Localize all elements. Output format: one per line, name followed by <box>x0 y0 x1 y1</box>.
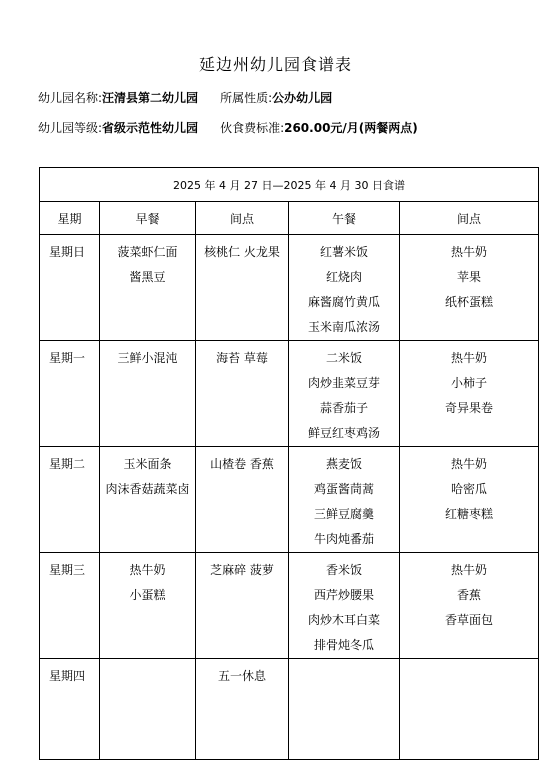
weekday-cell <box>40 447 100 553</box>
nature-value: 公办幼儿园 <box>272 91 333 105</box>
menu-item: 西芹炒腰果 <box>313 588 374 602</box>
table-caption: 2025 年 4 月 27 日—2025 年 4 月 30 日食谱 <box>40 168 539 202</box>
table-row <box>40 447 539 553</box>
morning-snack-cell <box>196 553 289 659</box>
info-row-grade <box>38 119 418 136</box>
menu-item: 牛肉炖番茄 <box>313 532 374 546</box>
weekday-label: 星期日 <box>49 245 86 259</box>
grade-value: 省级示范性幼儿园 <box>102 121 199 135</box>
morning-snack-cell <box>196 659 289 760</box>
weekday-cell <box>40 659 100 760</box>
header-cell: 星期 <box>40 202 100 235</box>
menu-item: 小蛋糕 <box>129 588 166 602</box>
menu-item: 三鲜豆腐羹 <box>313 507 374 521</box>
menu-item: 小柿子 <box>451 376 488 390</box>
lunch-cell <box>289 659 400 760</box>
menu-item: 肉沫香菇蔬菜卤 <box>105 482 190 496</box>
fee-label: 伙食费标准: <box>220 121 285 135</box>
morning-snack-cell <box>196 235 289 341</box>
table-header-row <box>40 202 539 235</box>
weekday-label: 星期三 <box>49 563 86 577</box>
breakfast-cell <box>100 235 196 341</box>
morning-snack-cell <box>196 447 289 553</box>
menu-item: 鲜豆红枣鸡汤 <box>307 426 380 440</box>
menu-item: 菠菜虾仁面 <box>117 245 178 259</box>
menu-table <box>39 167 539 760</box>
menu-item: 鸡蛋酱茼蒿 <box>313 482 374 496</box>
fee-value: 260.00元/月(两餐两点) <box>284 121 418 135</box>
menu-item: 蒜香茄子 <box>319 401 368 415</box>
table-row <box>40 341 539 447</box>
morning-snack-cell <box>196 341 289 447</box>
breakfast-cell <box>100 553 196 659</box>
menu-item: 红糖枣糕 <box>445 507 494 521</box>
menu-item: 热牛奶 <box>451 563 488 577</box>
table-row <box>40 235 539 341</box>
menu-item: 热牛奶 <box>451 351 488 365</box>
menu-item: 肉炒木耳白菜 <box>307 613 380 627</box>
header-cell: 间点 <box>196 202 289 235</box>
lunch-cell <box>289 447 400 553</box>
menu-item: 山楂卷 香蕉 <box>210 457 274 471</box>
menu-item: 肉炒韭菜豆芽 <box>307 376 380 390</box>
weekday-cell <box>40 341 100 447</box>
menu-item: 香蕉 <box>457 588 482 602</box>
menu-item: 海苔 草莓 <box>216 351 268 365</box>
menu-item: 苹果 <box>457 270 482 284</box>
weekday-cell <box>40 553 100 659</box>
menu-item: 红烧肉 <box>325 270 362 284</box>
menu-item: 纸杯蛋糕 <box>445 295 494 309</box>
menu-item: 玉米南瓜浓汤 <box>307 320 380 334</box>
header-cell: 午餐 <box>289 202 400 235</box>
table-caption-row <box>40 168 539 202</box>
menu-item: 排骨炖冬瓜 <box>313 638 374 652</box>
afternoon-snack-cell <box>400 447 539 553</box>
table-row <box>40 659 539 760</box>
afternoon-snack-cell <box>400 659 539 760</box>
breakfast-cell <box>100 341 196 447</box>
header-cell: 早餐 <box>100 202 196 235</box>
menu-item: 芝麻碎 菠萝 <box>210 563 274 577</box>
kindergarten-name-label: 幼儿园名称: <box>38 91 103 105</box>
menu-item: 奇异果卷 <box>445 401 494 415</box>
info-row-name <box>38 89 332 106</box>
menu-item: 热牛奶 <box>451 245 488 259</box>
table-row <box>40 553 539 659</box>
menu-item: 核桃仁 火龙果 <box>204 245 280 259</box>
weekday-label: 星期四 <box>49 669 86 683</box>
menu-item: 五一休息 <box>217 669 266 683</box>
afternoon-snack-cell <box>400 553 539 659</box>
menu-item: 香米饭 <box>325 563 362 577</box>
breakfast-cell <box>100 447 196 553</box>
menu-item: 燕麦饭 <box>325 457 362 471</box>
weekday-cell <box>40 235 100 341</box>
menu-item: 哈密瓜 <box>451 482 488 496</box>
page-title: 延边州幼儿园食谱表 <box>198 55 352 74</box>
kindergarten-name-value: 汪清县第二幼儿园 <box>102 91 199 105</box>
menu-item: 玉米面条 <box>123 457 172 471</box>
lunch-cell <box>289 553 400 659</box>
weekday-label: 星期一 <box>49 351 86 365</box>
afternoon-snack-cell <box>400 235 539 341</box>
lunch-cell <box>289 341 400 447</box>
menu-item: 香草面包 <box>445 613 494 627</box>
menu-item: 麻酱腐竹黄瓜 <box>307 295 380 309</box>
menu-item: 热牛奶 <box>129 563 166 577</box>
weekday-label: 星期二 <box>49 457 86 471</box>
lunch-cell <box>289 235 400 341</box>
menu-item: 红薯米饭 <box>319 245 368 259</box>
menu-item: 酱黑豆 <box>129 270 166 284</box>
nature-label: 所属性质: <box>220 91 273 105</box>
afternoon-snack-cell <box>400 341 539 447</box>
breakfast-cell <box>100 659 196 760</box>
menu-item: 三鲜小混沌 <box>117 351 178 365</box>
header-cell: 间点 <box>400 202 539 235</box>
grade-label: 幼儿园等级: <box>38 121 103 135</box>
menu-item: 热牛奶 <box>451 457 488 471</box>
menu-item: 二米饭 <box>325 351 362 365</box>
